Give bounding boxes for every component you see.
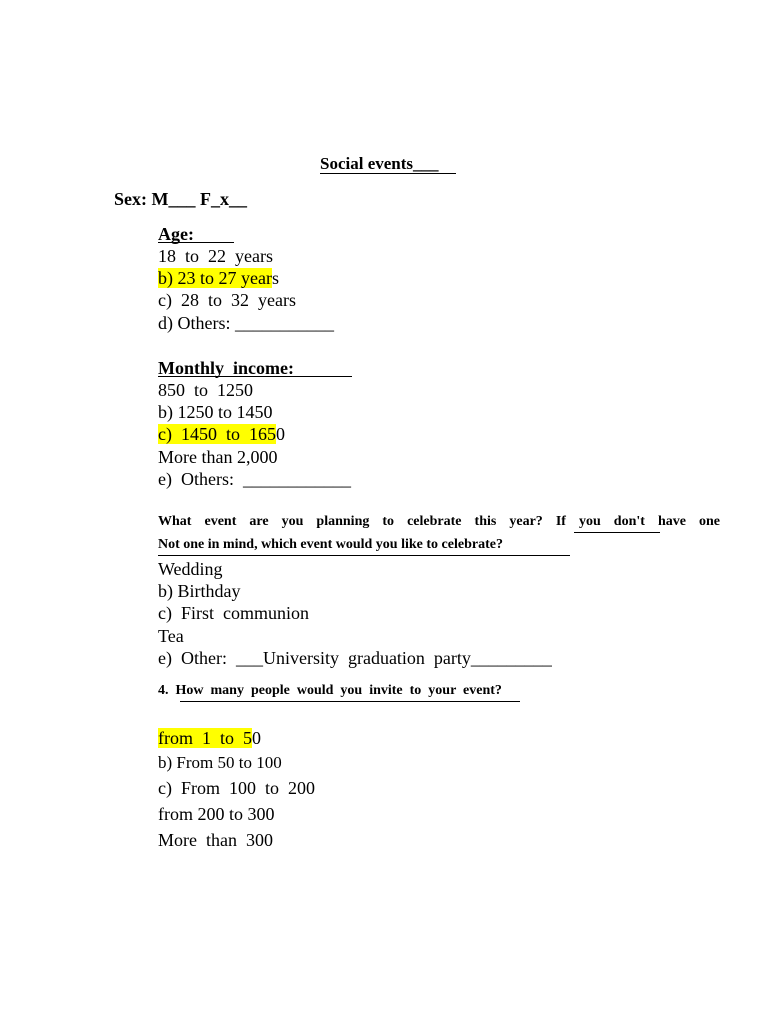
age-heading-underline: [158, 242, 234, 243]
highlight-mark: c) 1450 to 165: [158, 424, 276, 444]
guests-option-selected: [158, 729, 261, 747]
event-option: Wedding: [158, 559, 223, 579]
income-option-other: e) Others: ____________: [158, 469, 351, 489]
title-underline: [320, 173, 456, 174]
highlight-mark: from 1 to 5: [158, 728, 252, 748]
sex-line: Sex: M___ F_x__: [114, 189, 247, 209]
income-option-selected: [158, 425, 285, 443]
guests-option: c) From 100 to 200: [158, 778, 315, 798]
age-option-other: d) Others: ___________: [158, 313, 334, 333]
age-heading: Age:: [158, 224, 194, 244]
event-option: c) First communion: [158, 603, 309, 623]
event-question-line1: What event are you planning to celebrate this year? If you don't have one: [158, 514, 720, 529]
guests-question: 4. How many people would you invite to your event?: [158, 683, 502, 698]
guests-option: More than 300: [158, 830, 273, 850]
income-option: b) 1250 to 1450: [158, 402, 273, 422]
income-heading-underline: [158, 376, 352, 377]
income-option: 850 to 1250: [158, 380, 254, 400]
guests-option: b) From 50 to 100: [158, 753, 282, 772]
event-question-underline: [158, 555, 570, 556]
event-option-other: e) Other: ___University graduation party_________: [158, 648, 552, 668]
age-option: 18 to 22 years: [158, 246, 273, 266]
option-tail: s: [271, 268, 279, 288]
guests-option: from 200 to 300: [158, 804, 275, 824]
income-heading: Monthly income:: [158, 358, 294, 378]
age-option: c) 28 to 32 years: [158, 290, 296, 310]
event-option: Tea: [158, 626, 184, 646]
guests-question-underline: [180, 701, 520, 702]
event-question-underline-end: [574, 532, 660, 533]
age-option-selected: [158, 269, 279, 287]
highlight-mark: b) 23 to 27 year: [158, 268, 272, 288]
event-question-line2: Not one in mind, which event would you like to celebrate?: [158, 537, 503, 552]
income-option: More than 2,000: [158, 447, 278, 467]
option-tail: 0: [275, 424, 285, 444]
event-option: b) Birthday: [158, 581, 241, 601]
page-title: Social events___: [320, 154, 439, 173]
option-tail: 0: [252, 728, 261, 748]
